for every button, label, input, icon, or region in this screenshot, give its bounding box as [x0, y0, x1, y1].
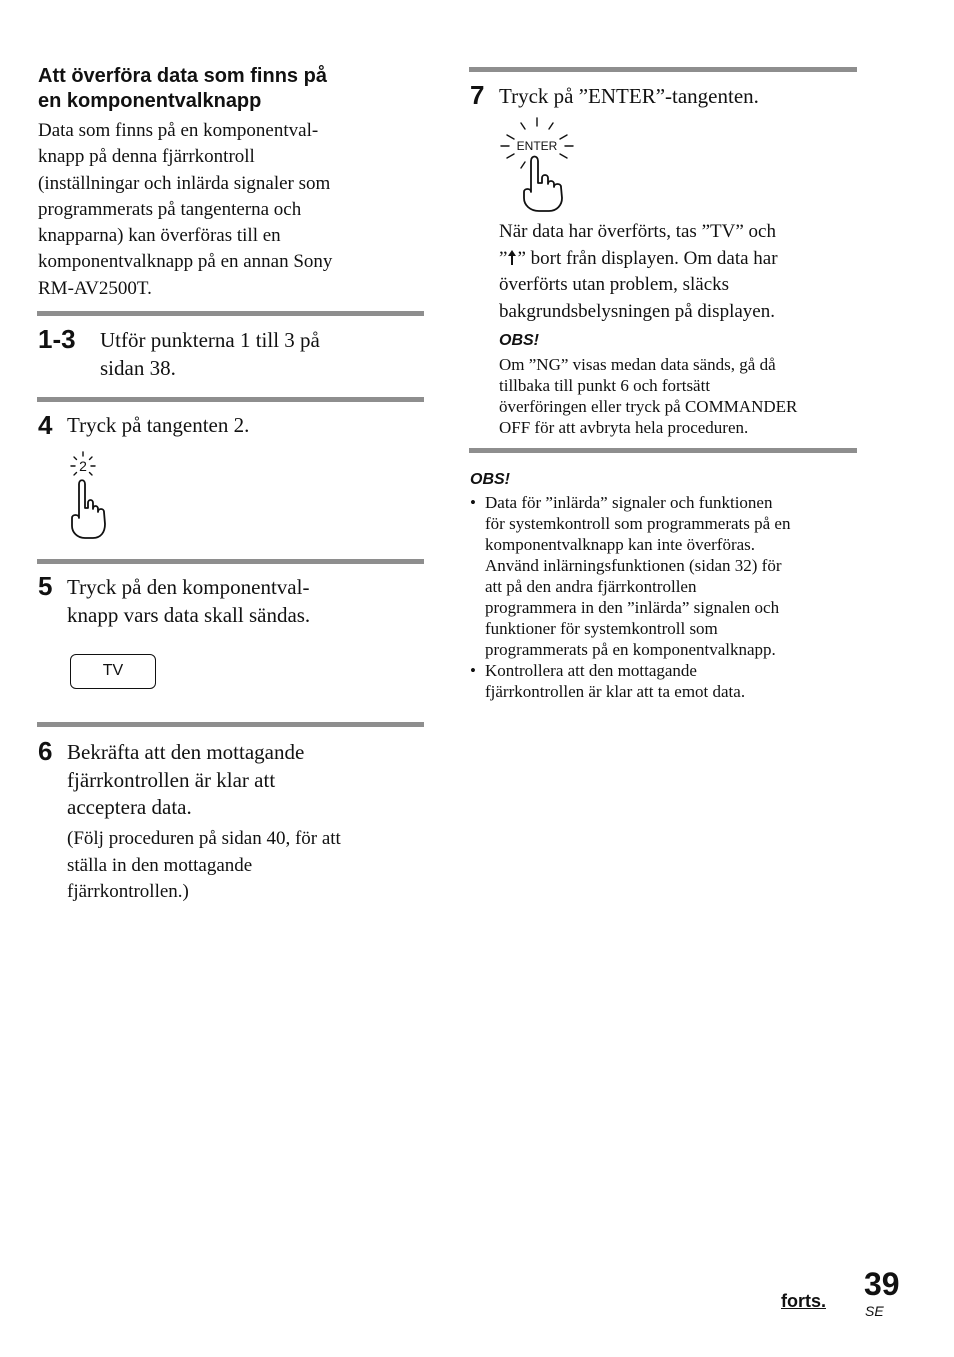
- pointing-hand-icon: [72, 480, 105, 538]
- intro-line: Data som finns på en komponentval-: [38, 120, 319, 141]
- step-number: 6: [38, 736, 53, 766]
- subnote-line: ställa in den mottagande: [67, 854, 253, 876]
- step-number: 4: [38, 410, 53, 440]
- heading-line: en komponentvalknapp: [38, 90, 262, 112]
- subnote-line: (Följ proceduren på sidan 40, för att: [67, 828, 341, 849]
- intro-line: (inställningar och inlärda signaler som: [38, 172, 331, 194]
- result-text: ” bort från displayen. Om data har: [517, 247, 778, 269]
- intro-line: programmerats på tangenterna och: [38, 198, 302, 220]
- result-line: bakgrundsbelysningen på displayen.: [499, 300, 775, 322]
- page-number: 39: [864, 1266, 900, 1302]
- note-line: fjärrkontrollen är klar att ta emot data.: [485, 682, 746, 701]
- divider: [37, 311, 424, 316]
- intro-line: komponentvalknapp på en annan Sony: [38, 251, 333, 273]
- section-heading: [38, 64, 428, 114]
- note-line: Kontrollera att den mottagande: [485, 661, 697, 680]
- continued-label: forts.: [781, 1291, 826, 1311]
- note-line: Använd inlärningsfunktionen (sidan 32) för: [485, 556, 782, 575]
- press-key-2-illustration: [62, 450, 118, 545]
- step-instruction: [67, 574, 422, 629]
- antenna-arrow-icon: [507, 249, 517, 266]
- language-code: SE: [865, 1303, 884, 1319]
- intro-line: knapparna) kan överföras till en: [38, 225, 281, 247]
- note-item: [470, 660, 860, 702]
- divider: [469, 448, 857, 453]
- step-line: knapp vars data skall sändas.: [67, 602, 311, 627]
- obs-line: överföringen eller tryck på COMMANDER: [499, 397, 798, 416]
- step-line: Bekräfta att den mottagande: [67, 740, 305, 764]
- press-enter-illustration: [497, 115, 577, 215]
- obs-heading: OBS!: [499, 332, 539, 349]
- result-line: överförts utan problem, släcks: [499, 274, 730, 295]
- step-subnote: [67, 826, 422, 906]
- step-result-paragraph: [499, 219, 859, 325]
- pointing-hand-icon: [524, 157, 562, 212]
- result-text: ”: [499, 247, 508, 269]
- step-line: sidan 38.: [100, 355, 176, 380]
- step-instruction: [100, 327, 420, 382]
- step-instruction: Tryck på tangenten 2.: [67, 413, 250, 437]
- intro-line: knapp på denna fjärrkontroll: [38, 146, 255, 168]
- intro-paragraph: [38, 118, 418, 302]
- step-number: 1-3: [38, 324, 76, 354]
- step-number: 5: [38, 571, 53, 601]
- divider: [469, 67, 857, 72]
- divider: [37, 559, 424, 564]
- heading-line: Att överföra data som finns på: [38, 65, 327, 87]
- tv-button: TV: [70, 654, 156, 689]
- step-line: fjärrkontrollen är klar att: [67, 767, 276, 792]
- result-line: [499, 246, 859, 273]
- step-instruction: [67, 739, 422, 822]
- note-item: [470, 492, 860, 660]
- result-line: När data har överförts, tas ”TV” och: [499, 221, 776, 242]
- note-line: Data för ”inlärda” signaler och funktionen: [485, 493, 773, 512]
- obs-note: [499, 354, 859, 438]
- note-line: funktioner för systemkontroll som: [485, 619, 718, 638]
- step-line: acceptera data.: [67, 795, 192, 819]
- bullet: •: [470, 493, 476, 512]
- step-instruction: Tryck på ”ENTER”-tangenten.: [499, 84, 759, 108]
- obs-line: Om ”NG” visas medan data sänds, gå då: [499, 355, 776, 374]
- divider: [37, 397, 424, 402]
- note-line: programmerats på en komponentvalknapp.: [485, 640, 776, 659]
- step-line: Tryck på den komponentval-: [67, 575, 310, 599]
- notes-heading: OBS!: [470, 471, 510, 488]
- step-line: Utför punkterna 1 till 3 på: [100, 328, 320, 352]
- intro-line: RM-AV2500T.: [38, 277, 152, 299]
- note-line: att på den andra fjärrkontrollen: [485, 577, 697, 596]
- enter-key-label: ENTER: [516, 139, 558, 153]
- note-line: programmera in den ”inlärda” signalen och: [485, 598, 780, 617]
- obs-line: tillbaka till punkt 6 och fortsätt: [499, 376, 711, 395]
- obs-line: OFF för att avbryta hela proceduren.: [499, 418, 749, 437]
- note-line: för systemkontroll som programmerats på en: [485, 514, 791, 533]
- notes-list: [470, 492, 860, 702]
- bullet: •: [470, 661, 476, 680]
- divider: [37, 722, 424, 727]
- step-number: 7: [470, 80, 485, 110]
- note-line: komponentvalknapp kan inte överföras.: [485, 535, 756, 554]
- subnote-line: fjärrkontrollen.): [67, 881, 189, 902]
- key-2-label: 2: [79, 458, 87, 474]
